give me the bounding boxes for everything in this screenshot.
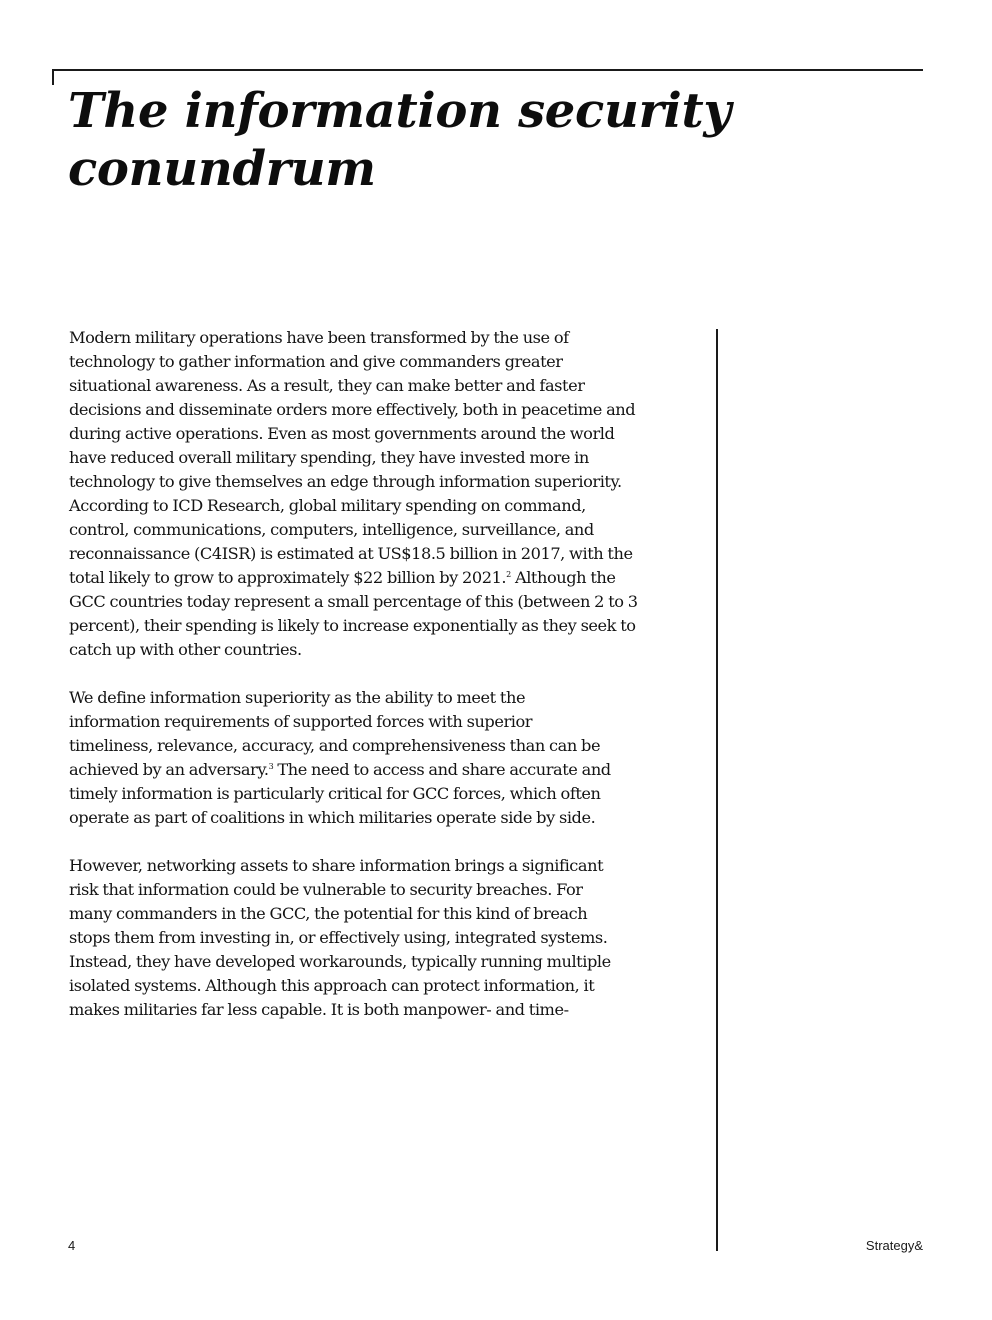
text-segment: total likely to grow to approximately $22 billion by 2021. <box>69 568 507 587</box>
body-text <box>69 326 709 1046</box>
text-line: situational awareness. As a result, they can make better and faster <box>69 376 585 395</box>
text-line: many commanders in the GCC, the potential for this kind of breach <box>69 904 588 923</box>
text-line: during active operations. Even as most governments around the world <box>69 424 615 443</box>
text-line <box>69 758 709 782</box>
text-segment: Although the <box>510 568 616 587</box>
text-line: According to ICD Research, global military spending on command, <box>69 496 586 515</box>
text-line: decisions and disseminate orders more effectively, both in peacetime and <box>69 400 636 419</box>
text-segment: The need to access and share accurate and <box>273 760 611 779</box>
header-rule <box>52 69 923 71</box>
text-line: makes militaries far less capable. It is both manpower- and time- <box>69 1000 569 1019</box>
text-line: operate as part of coalitions in which militaries operate side by side. <box>69 808 596 827</box>
text-line: Modern military operations have been transformed by the use of <box>69 328 569 347</box>
footnote-ref: 2 <box>506 570 511 579</box>
text-line: However, networking assets to share information brings a significant <box>69 856 604 875</box>
page-title-line: conundrum <box>68 141 376 197</box>
text-line: We define information superiority as the ability to meet the <box>69 688 526 707</box>
brand-name: Strategy& <box>865 1238 923 1253</box>
text-line: isolated systems. Although this approach can protect information, it <box>69 976 595 995</box>
text-line: GCC countries today represent a small percentage of this (between 2 to 3 <box>69 592 638 611</box>
text-line: information requirements of supported forces with superior <box>69 712 533 731</box>
page-number: 4 <box>68 1238 76 1253</box>
text-line: Instead, they have developed workarounds, typically running multiple <box>69 952 611 971</box>
footnote-ref: 3 <box>268 762 274 771</box>
text-line: technology to give themselves an edge through information superiority. <box>69 472 622 491</box>
text-line: stops them from investing in, or effectively using, integrated systems. <box>69 928 608 947</box>
text-line: control, communications, computers, intelligence, surveillance, and <box>69 520 594 539</box>
text-line: technology to gather information and give commanders greater <box>69 352 563 371</box>
paragraph <box>69 854 709 1022</box>
text-line: timeliness, relevance, accuracy, and comprehensiveness than can be <box>69 736 601 755</box>
text-line: reconnaissance (C4ISR) is estimated at US$18.5 billion in 2017, with the <box>69 544 633 563</box>
text-line: have reduced overall military spending, they have invested more in <box>69 448 589 467</box>
text-line: timely information is particularly critical for GCC forces, which often <box>69 784 601 803</box>
text-line: percent), their spending is likely to increase exponentially as they seek to <box>69 616 636 635</box>
text-segment: achieved by an adversary. <box>69 760 269 779</box>
text-line: risk that information could be vulnerable to security breaches. For <box>69 880 583 899</box>
paragraph <box>69 326 709 662</box>
paragraph <box>69 686 709 830</box>
column-divider <box>716 329 718 1251</box>
text-line: catch up with other countries. <box>69 640 302 659</box>
text-line <box>69 566 709 590</box>
page-title <box>68 82 828 198</box>
page-title-line: The information security <box>68 83 731 139</box>
header-corner-tick <box>52 69 54 85</box>
